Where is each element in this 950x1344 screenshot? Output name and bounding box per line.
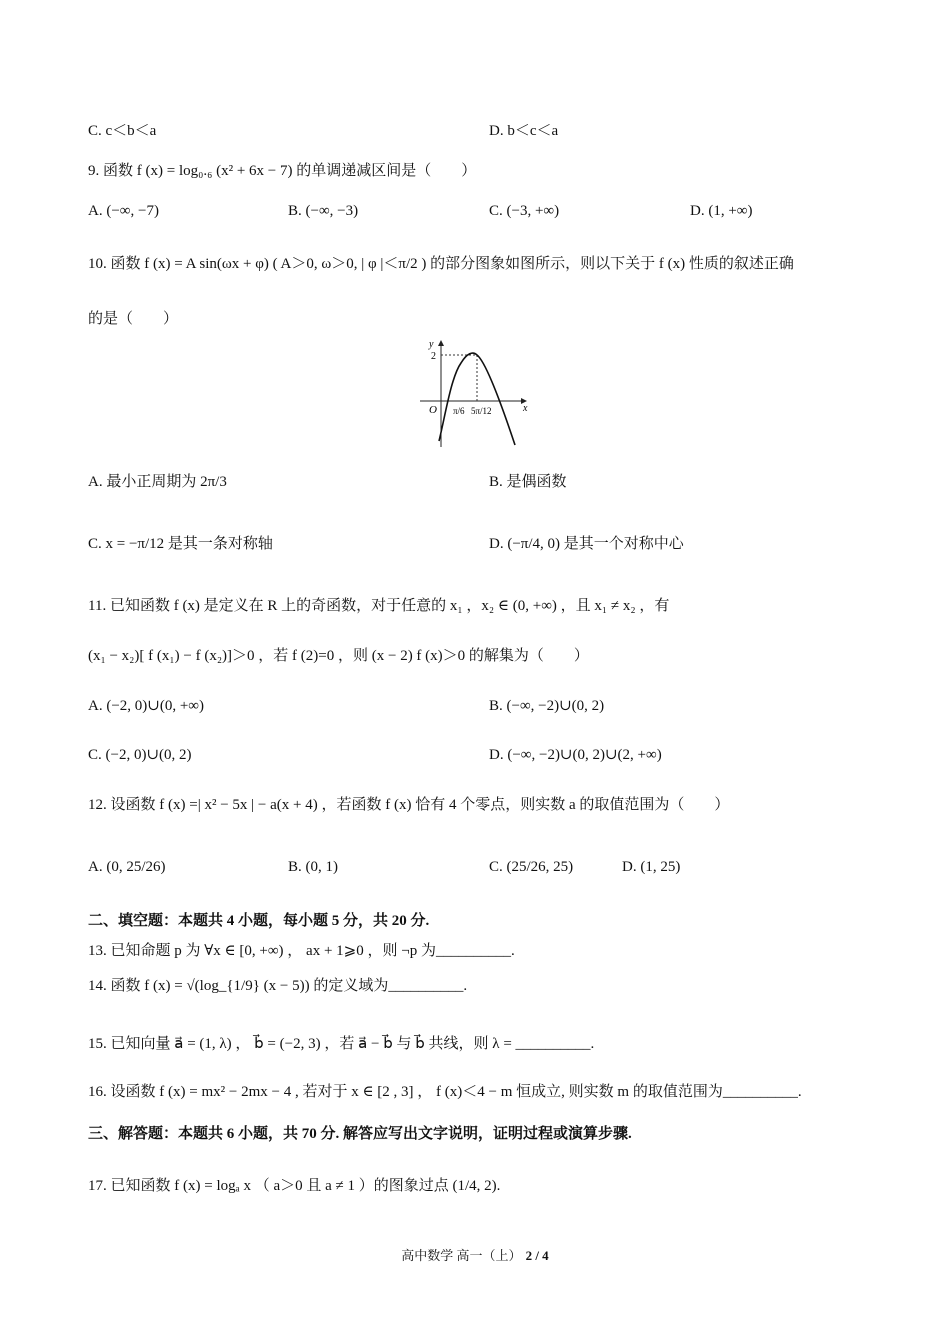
x-tick-5pi-12: 5π/12 bbox=[471, 406, 492, 416]
q9-option-b: B. (−∞, −3) bbox=[288, 203, 359, 219]
question-11: 11. 已知函数 f (x) 是定义在 R 上的奇函数，对于任意的 x₁ ，x₂ ∈ (0, +∞) ，且 x₁ ≠ x₂ ，有 bbox=[88, 598, 670, 614]
question-9: 9. 函数 f (x) = log₀.₆ (x² + 6x − 7) 的单调递减区间是（ ） bbox=[88, 163, 477, 179]
section-3-heading: 三、解答题：本题共 6 小题，共 70 分. 解答应写出文字说明，证明过程或演算步骤. bbox=[88, 1126, 632, 1142]
q8-option-c: C. c＜b＜a bbox=[88, 123, 157, 139]
question-10: 10. 函数 f (x) = A sin(ωx + φ) ( A＞0, ω＞0, | φ |＜π/2 ) 的部分图象如图所示，则以下关于 f (x) 性质的叙述正确 bbox=[88, 256, 794, 272]
q11-option-d: D. (−∞, −2)∪(0, 2)∪(2, +∞) bbox=[489, 747, 662, 763]
q11-option-b: B. (−∞, −2)∪(0, 2) bbox=[489, 698, 605, 714]
q9-option-c: C. (−3, +∞) bbox=[489, 203, 560, 219]
footer-title: 高中数学 高一（上） bbox=[401, 1248, 522, 1263]
q10-option-b: B. 是偶函数 bbox=[489, 474, 567, 490]
question-16: 16. 设函数 f (x) = mx² − 2mx − 4 , 若对于 x ∈ [2 , 3] ， f (x)＜4 − m 恒成立, 则实数 m 的取值范围为__________. bbox=[88, 1084, 802, 1100]
q10-option-c: C. x = −π/12 是其一条对称轴 bbox=[88, 536, 273, 552]
q9-option-a: A. (−∞, −7) bbox=[88, 203, 159, 219]
question-14: 14. 函数 f (x) = √(log_{1/9} (x − 5)) 的定义域为__________. bbox=[88, 978, 468, 994]
q12-option-b: B. (0, 1) bbox=[288, 859, 338, 875]
y-tick-2: 2 bbox=[431, 351, 436, 362]
y-axis-arrow bbox=[438, 340, 444, 346]
question-15: 15. 已知向量 a⃗ = (1, λ) ， b⃗ = (−2, 3) ，若 a⃗ − b⃗ 与 b⃗ 共线，则 λ = __________. bbox=[88, 1036, 595, 1052]
question-13: 13. 已知命题 p 为 ∀x ∈ [0, +∞) ， ax + 1⩾0 ，则 ¬p 为__________. bbox=[88, 943, 515, 959]
q8-option-d: D. b＜c＜a bbox=[489, 123, 559, 139]
q11-option-a: A. (−2, 0)∪(0, +∞) bbox=[88, 698, 204, 714]
q10-option-a: A. 最小正周期为 2π/3 bbox=[88, 474, 227, 490]
origin-label: O bbox=[429, 404, 437, 416]
q11-option-c: C. (−2, 0)∪(0, 2) bbox=[88, 747, 192, 763]
question-17: 17. 已知函数 f (x) = logₐ x （ a＞0 且 a ≠ 1 ）的图象过点 (1/4, 2). bbox=[88, 1178, 501, 1194]
question-12: 12. 设函数 f (x) =| x² − 5x | − a(x + 4) ，若函数 f (x) 恰有 4 个零点，则实数 a 的取值范围为（ ） bbox=[88, 797, 730, 813]
q9-option-d: D. (1, +∞) bbox=[690, 203, 753, 219]
page-footer bbox=[0, 1245, 950, 1264]
question-10-cont: 的是（ ） bbox=[88, 311, 179, 327]
y-axis-label: y bbox=[429, 339, 434, 350]
q10-option-d: D. (−π/4, 0) 是其一个对称中心 bbox=[489, 536, 684, 552]
q12-option-d: D. (1, 25) bbox=[622, 859, 681, 875]
page-number: 2 / 4 bbox=[525, 1248, 549, 1263]
sine-graph-figure bbox=[415, 337, 535, 452]
q12-option-c: C. (25/26, 25) bbox=[489, 859, 574, 875]
question-11-cont: (x₁ − x₂)[ f (x₁) − f (x₂)]＞0 ，若 f (2)=0 ，则 (x − 2) f (x)＞0 的解集为（ ） bbox=[88, 648, 589, 664]
section-2-heading: 二、填空题：本题共 4 小题，每小题 5 分，共 20 分. bbox=[88, 913, 430, 929]
q12-option-a: A. (0, 25/26) bbox=[88, 859, 166, 875]
x-axis-label: x bbox=[523, 403, 528, 414]
x-tick-pi-6: π/6 bbox=[453, 406, 465, 416]
